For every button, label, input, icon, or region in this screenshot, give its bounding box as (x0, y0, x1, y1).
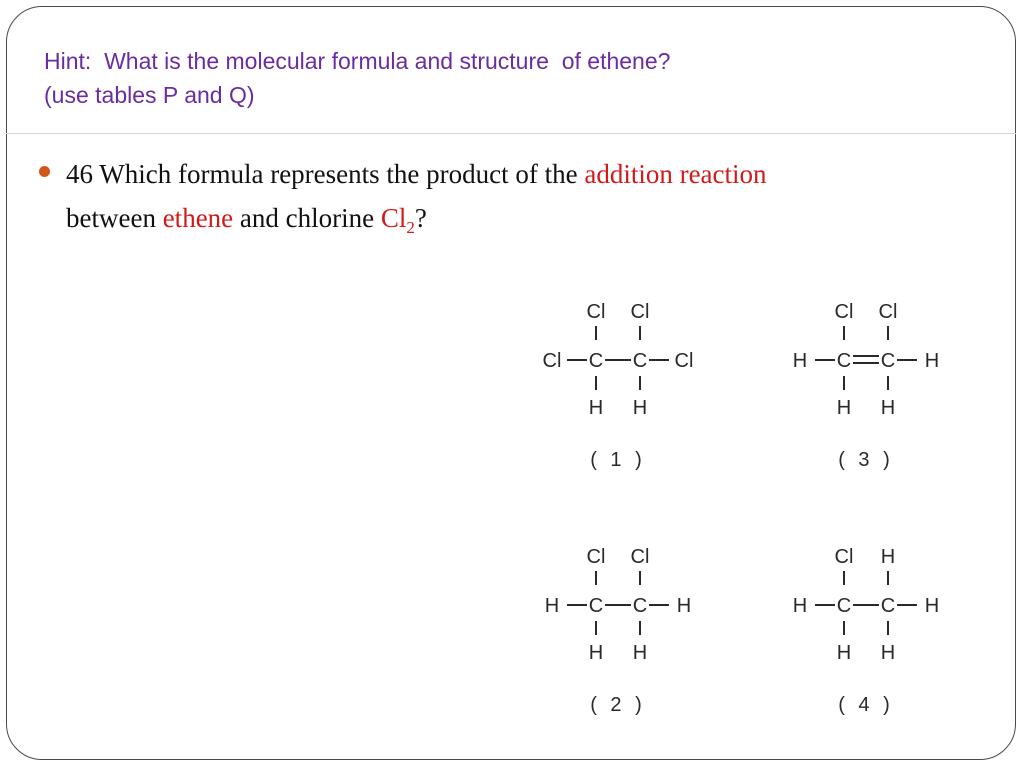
choice-2-carbon-2: C (632, 595, 648, 617)
choice-4-right-atom: H (924, 595, 940, 617)
question-mark: ? (414, 203, 427, 233)
highlight-ethene: ethene (162, 203, 234, 233)
choice-1-right-atom: Cl (674, 350, 694, 372)
chlorine-subscript: 2 (406, 218, 415, 237)
choice-2-left-atom: H (544, 595, 560, 617)
choice-1-left-atom: Cl (542, 350, 562, 372)
question-text-and: and chlorine (233, 203, 381, 233)
highlight-addition-reaction: addition reaction (584, 159, 767, 189)
question-text-before: Which formula represents the product of the (99, 159, 585, 189)
choice-4-carbon-2: C (880, 595, 896, 617)
hint-line-1: Hint: What is the molecular formula and structure of ethene? (44, 48, 671, 74)
hint-title (44, 44, 944, 112)
choice-2-top-right-atom: Cl (630, 546, 650, 568)
choice-3-bottom-right-atom: H (880, 397, 896, 419)
structures-svg (520, 290, 960, 730)
choice-3-right-atom: H (924, 350, 940, 372)
choice-1-top-left-atom: Cl (586, 301, 606, 323)
choice-1-label: ( 1 ) (590, 449, 646, 471)
chlorine-formula (380, 203, 415, 237)
choice-2-carbon-1: C (588, 595, 604, 617)
choice-1-top-right-atom: Cl (630, 301, 650, 323)
answer-structures (520, 290, 960, 730)
choice-2-bottom-left-atom: H (588, 642, 604, 664)
choice-3-top-left-atom: Cl (834, 301, 854, 323)
choice-1-bottom-left-atom: H (588, 397, 604, 419)
choice-1-carbon-1: C (588, 350, 604, 372)
choice-4-top-left-atom: Cl (834, 546, 854, 568)
choice-3-label: ( 3 ) (838, 449, 894, 471)
choice-3-carbon-1: C (836, 350, 852, 372)
question-text (66, 152, 966, 240)
choice-2-label: ( 2 ) (590, 694, 646, 716)
choice-4-carbon-1: C (836, 595, 852, 617)
question-number: 46 (66, 159, 93, 189)
bullet-icon (39, 166, 50, 177)
choice-1-bottom-right-atom: H (632, 397, 648, 419)
choice-4-bottom-right-atom: H (880, 642, 896, 664)
choice-4-left-atom: H (792, 595, 808, 617)
choice-1-carbon-2: C (632, 350, 648, 372)
choice-2-right-atom: H (676, 595, 692, 617)
choice-3-left-atom: H (792, 350, 808, 372)
choice-4-bottom-left-atom: H (836, 642, 852, 664)
choice-4-label: ( 4 ) (838, 694, 894, 716)
choice-4-top-right-atom: H (880, 546, 896, 568)
choice-3-bottom-left-atom: H (836, 397, 852, 419)
chlorine-base: Cl (380, 203, 407, 233)
question-text-between: between (66, 203, 163, 233)
title-divider (6, 133, 1016, 134)
choice-3-carbon-2: C (880, 350, 896, 372)
hint-line-2: (use tables P and Q) (44, 82, 255, 108)
choice-2-top-left-atom: Cl (586, 546, 606, 568)
choice-2-bottom-right-atom: H (632, 642, 648, 664)
choice-3-top-right-atom: Cl (878, 301, 898, 323)
